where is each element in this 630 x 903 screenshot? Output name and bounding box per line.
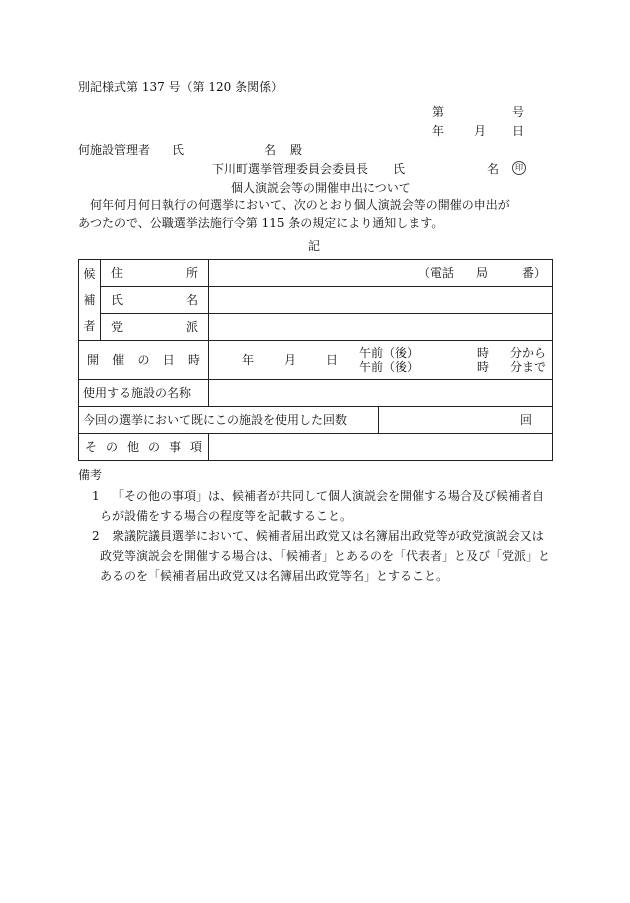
body-line-1: 何年何月何日執行の何選挙において、次のとおり個人演説会等の開催の申出が bbox=[90, 198, 510, 212]
times-unit: 回 bbox=[379, 406, 553, 433]
name-label: 氏名 bbox=[101, 287, 209, 314]
row-name bbox=[79, 287, 553, 314]
sender-title: 下川町選挙管理委員会委員長 bbox=[212, 162, 369, 176]
notes-title: 備考 bbox=[78, 468, 103, 482]
phone-label: （電話 bbox=[418, 266, 455, 281]
datetime-label: 開催の日時 bbox=[79, 341, 209, 379]
candidate-header bbox=[79, 260, 101, 341]
time-min-2: 分まで bbox=[510, 359, 547, 374]
note-1-body: 「その他の事項」は、候補者が共同して個人演説会を開催する場合及び候補者自らが設備をする場合の程度等を記載すること。 bbox=[100, 489, 545, 523]
datetime-value bbox=[209, 341, 553, 379]
phone-station: 局 bbox=[476, 266, 489, 281]
addressee-name-label: 氏 bbox=[172, 143, 185, 157]
candidate-char-1: 候 bbox=[83, 267, 96, 282]
sender-name-suffix: 名 bbox=[487, 162, 500, 176]
time-min-1: 分から bbox=[510, 345, 547, 360]
doc-number-prefix: 第 bbox=[432, 105, 445, 119]
address-value bbox=[209, 260, 553, 287]
datetime-month: 月 bbox=[283, 352, 296, 367]
seal-icon: 印 bbox=[512, 161, 526, 175]
row-facility bbox=[79, 379, 553, 406]
time-hour-1: 時 bbox=[476, 345, 489, 360]
subject: 個人演説会等の開催申出について bbox=[231, 181, 411, 195]
facility-label: 使用する施設の名称 bbox=[79, 379, 209, 406]
note-1-number: 1 bbox=[92, 489, 100, 503]
time-row-2: 午前（後） bbox=[359, 359, 420, 374]
facility-value bbox=[209, 379, 553, 406]
body-line-2: あつたので、公職選挙法施行令第 115 条の規定により通知します。 bbox=[78, 216, 444, 230]
form-number: 別記様式第 137 号（第 120 条関係） bbox=[78, 80, 284, 94]
name-value bbox=[209, 287, 553, 314]
row-other bbox=[79, 433, 553, 460]
note-2-text bbox=[100, 526, 552, 586]
date-month: 月 bbox=[474, 124, 487, 138]
row-address bbox=[79, 260, 553, 287]
row-party bbox=[79, 314, 553, 341]
party-label: 党派 bbox=[101, 314, 209, 341]
addressee-name-suffix: 名 bbox=[264, 143, 277, 157]
phone-number-suffix: 番） bbox=[522, 266, 547, 281]
other-value bbox=[209, 433, 553, 460]
row-datetime bbox=[79, 341, 553, 379]
candidate-char-3: 者 bbox=[83, 319, 96, 334]
row-times-used bbox=[79, 406, 553, 433]
date-day: 日 bbox=[512, 124, 525, 138]
notification-table bbox=[78, 259, 553, 461]
addressee-honorific: 殿 bbox=[290, 143, 303, 157]
addressee-title: 何施設管理者 bbox=[78, 143, 151, 157]
ki-heading: 記 bbox=[308, 239, 321, 253]
address-label: 住所 bbox=[101, 260, 209, 287]
note-2-body: 衆議院議員選挙において、候補者届出政党又は名簿届出政党等が政党演説会又は政党等演説会を開催する場合は、「候補者」とあるのを「代表者」と及び「党派」とあるのを「候補者届出政党又は名簿届出政党等名」とすること。 bbox=[100, 529, 551, 583]
note-1-text bbox=[100, 486, 552, 526]
times-used-label: 今回の選挙において既にこの施設を使用した回数 bbox=[79, 406, 379, 433]
datetime-day: 日 bbox=[325, 352, 338, 367]
party-value bbox=[209, 314, 553, 341]
datetime-year: 年 bbox=[241, 352, 254, 367]
date-year: 年 bbox=[432, 124, 445, 138]
sender-name-label: 氏 bbox=[393, 162, 406, 176]
note-2-number: 2 bbox=[92, 529, 100, 543]
other-label: その他の事項 bbox=[79, 433, 209, 460]
time-row-1: 午前（後） bbox=[359, 345, 420, 360]
time-hour-2: 時 bbox=[476, 359, 489, 374]
candidate-char-2: 補 bbox=[83, 293, 96, 308]
doc-number-suffix: 号 bbox=[512, 105, 525, 119]
